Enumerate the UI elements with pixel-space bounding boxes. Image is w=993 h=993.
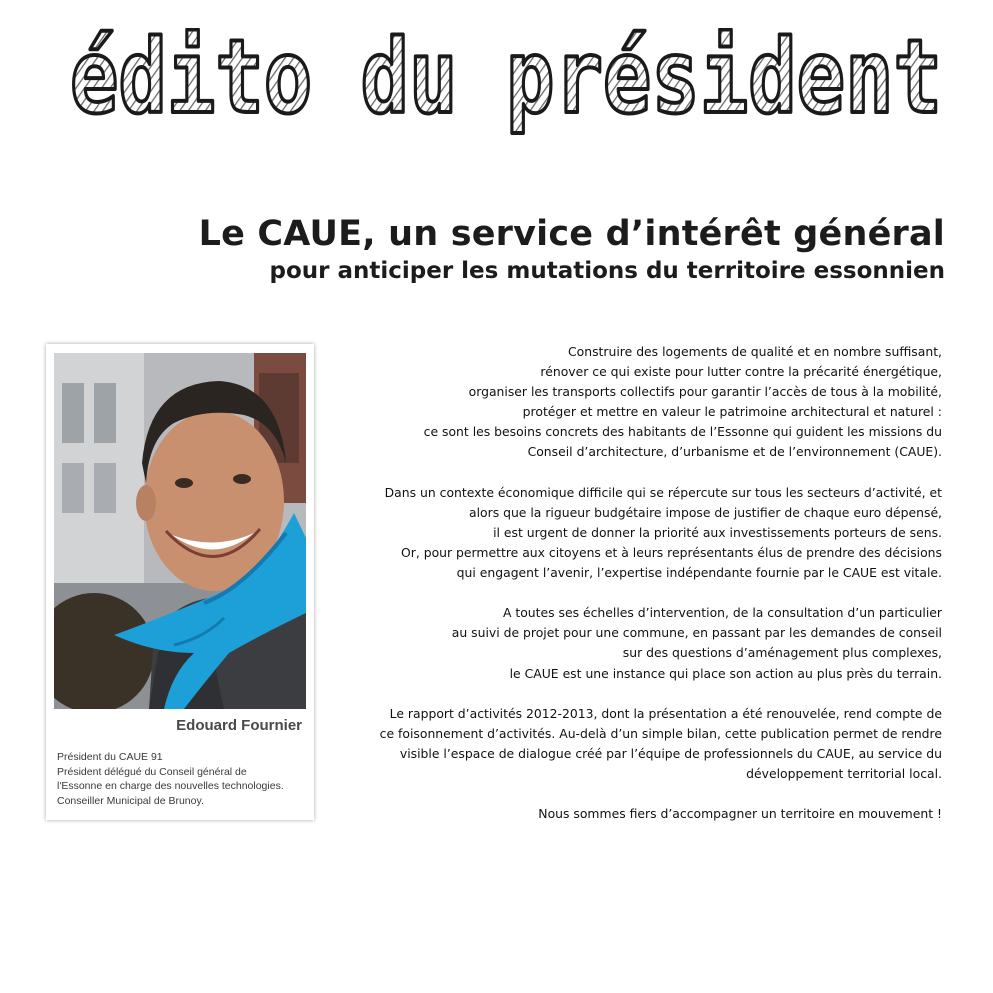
article-subtitle: pour anticiper les mutations du territoire essonnien <box>269 258 945 284</box>
paragraph <box>302 804 942 824</box>
text-line: ce sont les besoins concrets des habitants de l’Essonne qui guident les missions du <box>423 424 942 440</box>
text-line: sur des questions d’aménagement plus complexes, <box>622 645 942 661</box>
text-line: rénover ce qui existe pour lutter contre la précarité énergétique, <box>540 364 942 380</box>
paragraph <box>302 704 942 784</box>
text-line: protéger et mettre en valeur le patrimoine architectural et naturel : <box>522 404 942 420</box>
article-heading <box>199 212 945 286</box>
paragraph <box>302 483 942 583</box>
paragraph <box>302 342 942 463</box>
text-line: Nous sommes fiers d’accompagner un territoire en mouvement ! <box>538 806 942 822</box>
page-title <box>66 28 946 138</box>
text-line: organiser les transports collectifs pour garantir l’accès de tous à la mobilité, <box>468 384 942 400</box>
text-line: A toutes ses échelles d’intervention, de la consultation d’un particulier <box>502 605 942 621</box>
text-line: Dans un contexte économique difficile qui se répercute sur tous les secteurs d’activité, et <box>384 484 942 500</box>
article-title: Le CAUE, un service d’intérêt général <box>198 214 945 254</box>
text-line: Or, pour permettre aux citoyens et à leurs représentants élus de prendre des décisions <box>401 544 942 560</box>
text-line: qui engagent l’avenir, l’expertise indépendante fournie par le CAUE est vitale. <box>456 565 942 581</box>
article-body <box>302 342 942 844</box>
text-line: il est urgent de donner la priorité aux investissements porteurs de sens. <box>493 524 942 540</box>
role-line: Président du CAUE 91 <box>57 751 163 763</box>
person-roles <box>57 750 307 808</box>
text-line: ce foisonnement d’activités. Au-delà d’un simple bilan, cette publication permet de rendre <box>379 725 942 741</box>
text-line: développement territorial local. <box>746 765 942 781</box>
paragraph <box>302 603 942 683</box>
role-line: Président délégué du Conseil général de <box>57 765 247 778</box>
text-line: Construire des logements de qualité et en nombre suffisant, <box>568 344 942 359</box>
role-line: l'Essonne en charge des nouvelles technologies. <box>57 780 284 793</box>
page-title-text: édito du président <box>70 28 942 137</box>
person-name: Edouard Fournier <box>176 717 302 734</box>
text-line: au suivi de projet pour une commune, en passant par les demandes de conseil <box>451 625 942 641</box>
role-line: Conseiller Municipal de Brunoy. <box>57 794 204 807</box>
text-line: Le rapport d’activités 2012-2013, dont la présentation a été renouvelée, rend compte de <box>389 705 942 721</box>
text-line: Conseil d’architecture, d’urbanisme et de l’environnement (CAUE). <box>527 444 942 460</box>
portrait-photo <box>54 353 306 709</box>
text-line: le CAUE est une instance qui place son action au plus près du terrain. <box>509 665 942 681</box>
profile-card <box>46 344 314 820</box>
text-line: visible l’espace de dialogue créé par l’équipe de professionnels du CAUE, au service du <box>399 745 942 761</box>
text-line: alors que la rigueur budgétaire impose de justifier de chaque euro dépensé, <box>468 504 942 520</box>
